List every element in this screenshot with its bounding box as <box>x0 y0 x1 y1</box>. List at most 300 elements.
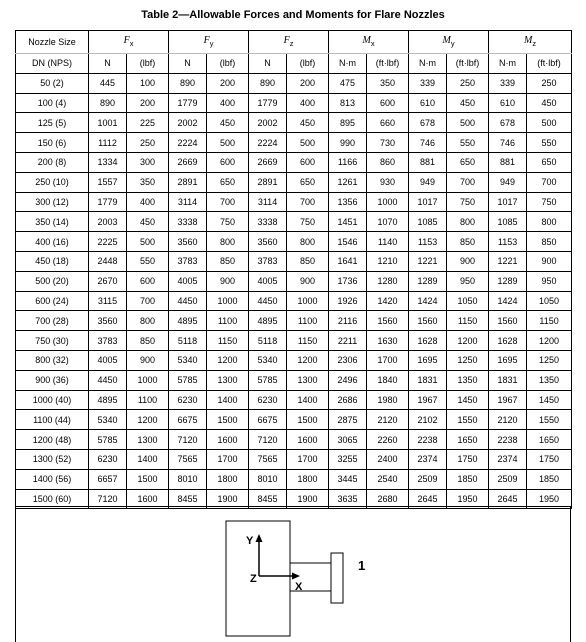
value-cell: 1050 <box>527 291 572 311</box>
value-cell: 1300 <box>287 370 329 390</box>
value-cell: 5340 <box>169 350 207 370</box>
unit-header: N·m <box>489 53 527 73</box>
value-cell: 1900 <box>287 489 329 509</box>
z-axis-label: Z <box>250 573 257 585</box>
group-symbol: M <box>524 35 533 46</box>
value-cell: 949 <box>409 172 447 192</box>
value-cell: 900 <box>527 251 572 271</box>
value-cell: 2211 <box>329 331 367 351</box>
value-cell: 900 <box>447 251 489 271</box>
value-cell: 850 <box>207 251 249 271</box>
value-cell: 6230 <box>89 449 127 469</box>
value-cell: 1400 <box>287 390 329 410</box>
value-cell: 1550 <box>527 410 572 430</box>
value-cell: 2224 <box>249 133 287 153</box>
value-cell: 1334 <box>89 152 127 172</box>
value-cell: 1800 <box>287 469 329 489</box>
value-cell: 1779 <box>169 93 207 113</box>
value-cell: 1600 <box>207 430 249 450</box>
value-cell: 1700 <box>207 449 249 469</box>
group-symbol: M <box>362 35 371 46</box>
value-cell: 1967 <box>409 390 447 410</box>
value-cell: 800 <box>207 232 249 252</box>
unit-header: (lbf) <box>127 53 169 73</box>
value-cell: 2374 <box>409 449 447 469</box>
value-cell: 200 <box>127 93 169 113</box>
x-axis-label: X <box>295 581 303 593</box>
nozzle-size-cell: 800 (32) <box>16 350 89 370</box>
nozzle-size-cell: 200 (8) <box>16 152 89 172</box>
value-cell: 1000 <box>207 291 249 311</box>
value-cell: 1750 <box>527 449 572 469</box>
value-cell: 1140 <box>367 232 409 252</box>
nozzle-size-cell: 1200 (48) <box>16 430 89 450</box>
value-cell: 1831 <box>489 370 527 390</box>
value-cell: 1800 <box>207 469 249 489</box>
value-cell: 900 <box>127 350 169 370</box>
value-cell: 800 <box>287 232 329 252</box>
unit-header: N <box>249 53 287 73</box>
value-cell: 3338 <box>169 212 207 232</box>
value-cell: 2680 <box>367 489 409 509</box>
value-cell: 2002 <box>169 113 207 133</box>
callout-number: 1 <box>358 558 366 573</box>
nozzle-size-cell: 350 (14) <box>16 212 89 232</box>
value-cell: 750 <box>527 192 572 212</box>
value-cell: 1500 <box>207 410 249 430</box>
value-cell: 890 <box>249 73 287 93</box>
value-cell: 1100 <box>127 390 169 410</box>
value-cell: 1451 <box>329 212 367 232</box>
value-cell: 1500 <box>287 410 329 430</box>
value-cell: 2306 <box>329 350 367 370</box>
unit-header: (ft·lbf) <box>527 53 572 73</box>
value-cell: 445 <box>89 73 127 93</box>
value-cell: 1628 <box>489 331 527 351</box>
nozzle-size-cell: 1100 (44) <box>16 410 89 430</box>
value-cell: 1926 <box>329 291 367 311</box>
value-cell: 650 <box>527 152 572 172</box>
value-cell: 339 <box>489 73 527 93</box>
flare-flange <box>331 553 343 603</box>
value-cell: 450 <box>207 113 249 133</box>
value-cell: 1420 <box>367 291 409 311</box>
value-cell: 2891 <box>249 172 287 192</box>
unit-header: N·m <box>409 53 447 73</box>
value-cell: 1017 <box>489 192 527 212</box>
value-cell: 550 <box>447 133 489 153</box>
value-cell: 2238 <box>409 430 447 450</box>
value-cell: 2448 <box>89 251 127 271</box>
value-cell: 450 <box>527 93 572 113</box>
value-cell: 1840 <box>367 370 409 390</box>
nozzle-size-cell: 700 (28) <box>16 311 89 331</box>
value-cell: 1500 <box>127 469 169 489</box>
value-cell: 3115 <box>89 291 127 311</box>
value-cell: 1350 <box>527 370 572 390</box>
value-cell: 1900 <box>207 489 249 509</box>
value-cell: 1300 <box>207 370 249 390</box>
value-cell: 1150 <box>207 331 249 351</box>
value-cell: 1112 <box>89 133 127 153</box>
unit-header: N <box>169 53 207 73</box>
value-cell: 2260 <box>367 430 409 450</box>
value-cell: 4450 <box>89 370 127 390</box>
value-cell: 1000 <box>287 291 329 311</box>
value-cell: 610 <box>489 93 527 113</box>
value-cell: 3560 <box>169 232 207 252</box>
value-cell: 900 <box>207 271 249 291</box>
value-cell: 1950 <box>447 489 489 509</box>
value-cell: 1200 <box>527 331 572 351</box>
value-cell: 2102 <box>409 410 447 430</box>
value-cell: 1560 <box>409 311 447 331</box>
value-cell: 250 <box>527 73 572 93</box>
value-cell: 2374 <box>489 449 527 469</box>
value-cell: 1350 <box>447 370 489 390</box>
value-cell: 4450 <box>169 291 207 311</box>
nozzle-size-cell: 300 (12) <box>16 192 89 212</box>
nozzle-size-header: Nozzle Size <box>16 31 89 54</box>
value-cell: 5118 <box>249 331 287 351</box>
value-cell: 881 <box>409 152 447 172</box>
value-cell: 1546 <box>329 232 367 252</box>
value-cell: 1557 <box>89 172 127 192</box>
value-cell: 1153 <box>489 232 527 252</box>
value-cell: 600 <box>207 152 249 172</box>
value-cell: 3783 <box>89 331 127 351</box>
value-cell: 1000 <box>127 370 169 390</box>
value-cell: 6675 <box>169 410 207 430</box>
value-cell: 6657 <box>89 469 127 489</box>
value-cell: 1085 <box>409 212 447 232</box>
value-cell: 1289 <box>489 271 527 291</box>
value-cell: 350 <box>367 73 409 93</box>
group-subscript: y <box>450 38 455 48</box>
value-cell: 1695 <box>489 350 527 370</box>
value-cell: 1600 <box>127 489 169 509</box>
value-cell: 1085 <box>489 212 527 232</box>
value-cell: 5340 <box>249 350 287 370</box>
value-cell: 1630 <box>367 331 409 351</box>
nozzle-size-cell: 500 (20) <box>16 271 89 291</box>
value-cell: 3560 <box>89 311 127 331</box>
value-cell: 650 <box>207 172 249 192</box>
value-cell: 1560 <box>367 311 409 331</box>
value-cell: 1221 <box>409 251 447 271</box>
value-cell: 850 <box>287 251 329 271</box>
value-cell: 450 <box>127 212 169 232</box>
value-cell: 339 <box>409 73 447 93</box>
value-cell: 6230 <box>169 390 207 410</box>
value-cell: 5785 <box>249 370 287 390</box>
value-cell: 1450 <box>527 390 572 410</box>
group-symbol: M <box>442 35 451 46</box>
value-cell: 2645 <box>489 489 527 509</box>
group-symbol: F <box>203 35 210 46</box>
group-subscript: x <box>370 38 375 48</box>
value-cell: 5785 <box>169 370 207 390</box>
value-cell: 678 <box>489 113 527 133</box>
value-cell: 3065 <box>329 430 367 450</box>
value-cell: 850 <box>527 232 572 252</box>
value-cell: 850 <box>127 331 169 351</box>
value-cell: 750 <box>287 212 329 232</box>
value-cell: 1280 <box>367 271 409 291</box>
value-cell: 746 <box>489 133 527 153</box>
group-subscript: z <box>532 38 537 48</box>
value-cell: 250 <box>447 73 489 93</box>
table-title: Table 2—Allowable Forces and Moments for Flare Nozzles <box>141 9 445 21</box>
value-cell: 750 <box>207 212 249 232</box>
value-cell: 2003 <box>89 212 127 232</box>
value-cell: 600 <box>127 271 169 291</box>
value-cell: 1695 <box>409 350 447 370</box>
value-cell: 730 <box>367 133 409 153</box>
value-cell: 1150 <box>527 311 572 331</box>
nozzle-size-cell: 1400 (56) <box>16 469 89 489</box>
value-cell: 1850 <box>527 469 572 489</box>
value-cell: 400 <box>287 93 329 113</box>
value-cell: 2509 <box>489 469 527 489</box>
value-cell: 1980 <box>367 390 409 410</box>
value-cell: 3783 <box>169 251 207 271</box>
value-cell: 100 <box>127 73 169 93</box>
value-cell: 2875 <box>329 410 367 430</box>
value-cell: 4895 <box>249 311 287 331</box>
value-cell: 1650 <box>527 430 572 450</box>
value-cell: 1650 <box>447 430 489 450</box>
value-cell: 500 <box>287 133 329 153</box>
value-cell: 1950 <box>527 489 572 509</box>
value-cell: 3635 <box>329 489 367 509</box>
value-cell: 895 <box>329 113 367 133</box>
value-cell: 7565 <box>249 449 287 469</box>
value-cell: 1221 <box>489 251 527 271</box>
value-cell: 300 <box>127 152 169 172</box>
nozzle-size-cell: 50 (2) <box>16 73 89 93</box>
group-symbol: F <box>283 35 290 46</box>
value-cell: 1017 <box>409 192 447 212</box>
value-cell: 1779 <box>249 93 287 113</box>
value-cell: 1424 <box>489 291 527 311</box>
value-cell: 1424 <box>409 291 447 311</box>
nozzle-size-cell: 125 (5) <box>16 113 89 133</box>
value-cell: 1200 <box>127 410 169 430</box>
group-symbol: F <box>123 35 130 46</box>
value-cell: 400 <box>127 192 169 212</box>
value-cell: 949 <box>489 172 527 192</box>
value-cell: 2670 <box>89 271 127 291</box>
value-cell: 1700 <box>367 350 409 370</box>
value-cell: 890 <box>169 73 207 93</box>
value-cell: 3114 <box>249 192 287 212</box>
value-cell: 8010 <box>249 469 287 489</box>
value-cell: 500 <box>527 113 572 133</box>
value-cell: 2509 <box>409 469 447 489</box>
value-cell: 7565 <box>169 449 207 469</box>
value-cell: 813 <box>329 93 367 113</box>
value-cell: 1400 <box>207 390 249 410</box>
value-cell: 400 <box>207 93 249 113</box>
value-cell: 450 <box>447 93 489 113</box>
nozzle-size-cell: 250 (10) <box>16 172 89 192</box>
value-cell: 1100 <box>207 311 249 331</box>
value-cell: 4005 <box>89 350 127 370</box>
unit-header: (ft·lbf) <box>447 53 489 73</box>
value-cell: 950 <box>447 271 489 291</box>
value-cell: 1450 <box>447 390 489 410</box>
value-cell: 1200 <box>287 350 329 370</box>
value-cell: 1100 <box>287 311 329 331</box>
value-cell: 3338 <box>249 212 287 232</box>
value-cell: 1150 <box>287 331 329 351</box>
nozzle-size-cell: 1000 (40) <box>16 390 89 410</box>
value-cell: 2225 <box>89 232 127 252</box>
value-cell: 2891 <box>169 172 207 192</box>
value-cell: 1210 <box>367 251 409 271</box>
value-cell: 1300 <box>127 430 169 450</box>
value-cell: 1831 <box>409 370 447 390</box>
value-cell: 1750 <box>447 449 489 469</box>
value-cell: 1050 <box>447 291 489 311</box>
value-cell: 1736 <box>329 271 367 291</box>
value-cell: 1356 <box>329 192 367 212</box>
value-cell: 4895 <box>89 390 127 410</box>
value-cell: 4005 <box>169 271 207 291</box>
value-cell: 6675 <box>249 410 287 430</box>
value-cell: 7120 <box>169 430 207 450</box>
x-arrow-head-icon <box>292 573 300 580</box>
value-cell: 1967 <box>489 390 527 410</box>
value-cell: 1070 <box>367 212 409 232</box>
nozzle-size-cell: 400 (16) <box>16 232 89 252</box>
value-cell: 1200 <box>207 350 249 370</box>
value-cell: 1550 <box>447 410 489 430</box>
value-cell: 950 <box>527 271 572 291</box>
value-cell: 990 <box>329 133 367 153</box>
value-cell: 1166 <box>329 152 367 172</box>
group-subscript: y <box>209 38 214 48</box>
value-cell: 2669 <box>249 152 287 172</box>
value-cell: 200 <box>207 73 249 93</box>
value-cell: 700 <box>207 192 249 212</box>
value-cell: 1560 <box>489 311 527 331</box>
value-cell: 930 <box>367 172 409 192</box>
value-cell: 4895 <box>169 311 207 331</box>
value-cell: 1400 <box>127 449 169 469</box>
value-cell: 1628 <box>409 331 447 351</box>
value-cell: 450 <box>287 113 329 133</box>
value-cell: 650 <box>447 152 489 172</box>
unit-header: N·m <box>329 53 367 73</box>
value-cell: 4005 <box>249 271 287 291</box>
value-cell: 660 <box>367 113 409 133</box>
value-cell: 6230 <box>249 390 287 410</box>
value-cell: 8010 <box>169 469 207 489</box>
value-cell: 2002 <box>249 113 287 133</box>
unit-header: (lbf) <box>207 53 249 73</box>
value-cell: 4450 <box>249 291 287 311</box>
value-cell: 700 <box>527 172 572 192</box>
value-cell: 610 <box>409 93 447 113</box>
value-cell: 1600 <box>287 430 329 450</box>
value-cell: 225 <box>127 113 169 133</box>
value-cell: 5118 <box>169 331 207 351</box>
nozzle-size-cell: 900 (36) <box>16 370 89 390</box>
value-cell: 8455 <box>249 489 287 509</box>
nozzle-size-cell: 1500 (60) <box>16 489 89 509</box>
value-cell: 2669 <box>169 152 207 172</box>
value-cell: 2400 <box>367 449 409 469</box>
dn-nps-header: DN (NPS) <box>16 53 89 73</box>
value-cell: 600 <box>367 93 409 113</box>
nozzle-size-cell: 150 (6) <box>16 133 89 153</box>
value-cell: 678 <box>409 113 447 133</box>
value-cell: 5340 <box>89 410 127 430</box>
value-cell: 700 <box>127 291 169 311</box>
value-cell: 1779 <box>89 192 127 212</box>
value-cell: 1700 <box>287 449 329 469</box>
value-cell: 800 <box>127 311 169 331</box>
value-cell: 746 <box>409 133 447 153</box>
value-cell: 1261 <box>329 172 367 192</box>
value-cell: 2645 <box>409 489 447 509</box>
value-cell: 5785 <box>89 430 127 450</box>
value-cell: 900 <box>287 271 329 291</box>
value-cell: 1641 <box>329 251 367 271</box>
value-cell: 700 <box>287 192 329 212</box>
unit-header: N <box>89 53 127 73</box>
value-cell: 3255 <box>329 449 367 469</box>
value-cell: 1850 <box>447 469 489 489</box>
value-cell: 890 <box>89 93 127 113</box>
value-cell: 1000 <box>367 192 409 212</box>
value-cell: 2224 <box>169 133 207 153</box>
nozzle-size-cell: 100 (4) <box>16 93 89 113</box>
value-cell: 1250 <box>447 350 489 370</box>
nozzle-size-cell: 750 (30) <box>16 331 89 351</box>
value-cell: 500 <box>127 232 169 252</box>
value-cell: 860 <box>367 152 409 172</box>
value-cell: 7120 <box>249 430 287 450</box>
group-subscript: z <box>289 38 294 48</box>
value-cell: 600 <box>287 152 329 172</box>
value-cell: 500 <box>447 113 489 133</box>
value-cell: 1289 <box>409 271 447 291</box>
nozzle-size-cell: 450 (18) <box>16 251 89 271</box>
value-cell: 3560 <box>249 232 287 252</box>
nozzle-size-cell: 1300 (52) <box>16 449 89 469</box>
value-cell: 250 <box>127 133 169 153</box>
value-cell: 200 <box>287 73 329 93</box>
nozzle-size-cell: 600 (24) <box>16 291 89 311</box>
value-cell: 550 <box>527 133 572 153</box>
value-cell: 1153 <box>409 232 447 252</box>
value-cell: 2120 <box>489 410 527 430</box>
y-axis-label: Y <box>246 535 254 547</box>
value-cell: 2540 <box>367 469 409 489</box>
value-cell: 1150 <box>447 311 489 331</box>
value-cell: 7120 <box>89 489 127 509</box>
group-subscript: x <box>129 38 134 48</box>
y-arrow-head-icon <box>256 534 263 542</box>
value-cell: 8455 <box>169 489 207 509</box>
value-cell: 1001 <box>89 113 127 133</box>
value-cell: 881 <box>489 152 527 172</box>
value-cell: 2686 <box>329 390 367 410</box>
value-cell: 2238 <box>489 430 527 450</box>
